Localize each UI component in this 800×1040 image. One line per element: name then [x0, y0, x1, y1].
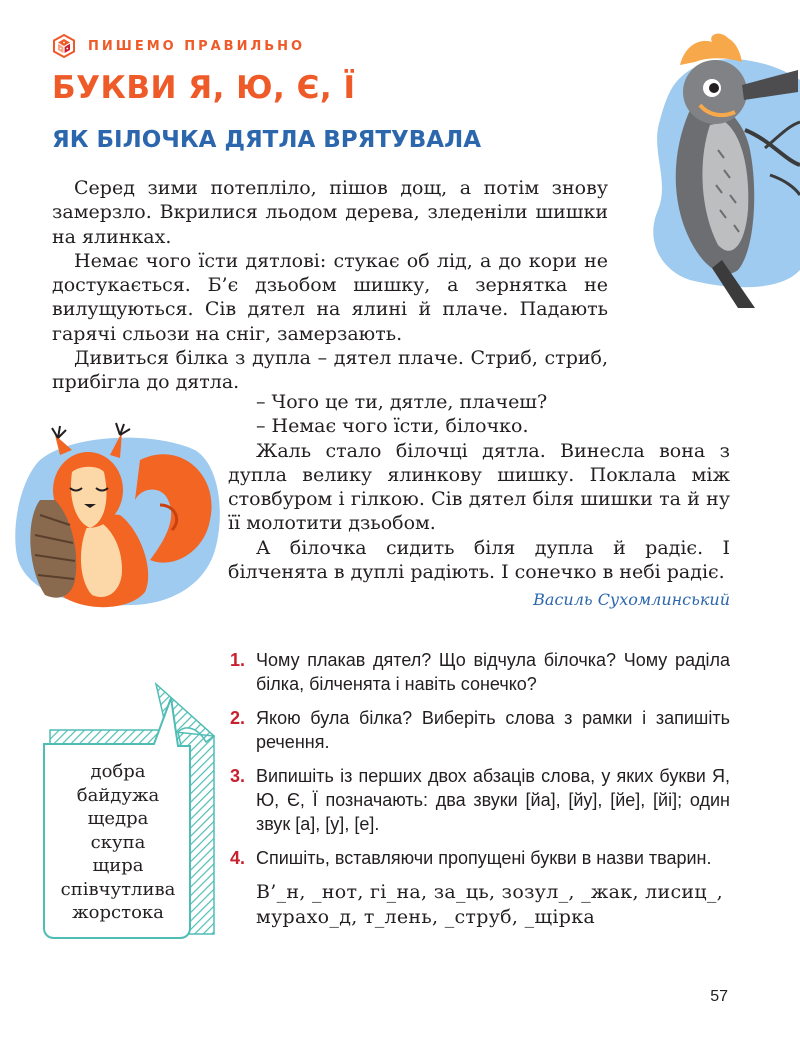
- word-item: байдужа: [76, 784, 160, 806]
- dice-icon: [52, 34, 76, 58]
- word-item: співчутлива: [60, 878, 176, 900]
- word-item: жорстока: [72, 902, 164, 923]
- story-author: Василь Сухомлинський: [533, 590, 730, 610]
- story-paragraph: А білочка сидить біля дупла й радіє. І білченята в дуплі радіють. І сонечко в небі радіє.: [228, 536, 730, 584]
- dialogue-line: – Чого це ти, дятле, плачеш?: [256, 391, 548, 413]
- task-text: Спишіть, вставляючи пропущені букви в назви тварин.: [256, 848, 712, 868]
- woodpecker-illustration: [650, 30, 800, 310]
- task-number: 2.: [230, 708, 246, 728]
- story-title: ЯК БІЛОЧКА ДЯТЛА ВРЯТУВАЛА: [52, 127, 482, 153]
- story-paragraph: Серед зими потепліло, пішов дощ, а потім знову замерзло. Вкрилися льодом дерева, зледеніли шишки на ялинках.: [52, 177, 608, 248]
- story-paragraph: Немає чого їсти дятлові: стукає об лід, а до кори не достукається. Б’є дзьобом шишку, а зернятка не вилущуються. Сів дятел на ялині й плаче. Падають гарячі сльози на сніг, замерзають.: [52, 249, 608, 345]
- story-paragraph: Жаль стало білочці дятла. Винесла вона з дупла велику ялинкову шишку. Поклала між стовбуром і гілкою. Сів дятел біля шишки та й ну її молотити дзьобом.: [228, 439, 730, 535]
- task-number: 1.: [230, 650, 246, 670]
- task-list: [230, 648, 730, 929]
- task-number: 4.: [230, 848, 246, 868]
- task-number: 3.: [230, 766, 246, 786]
- word-item: скупа: [90, 831, 146, 853]
- task-item: [230, 648, 730, 696]
- dialogue-line: – Немає чого їсти, білочко.: [256, 415, 529, 438]
- task-text: Якою була білка? Виберіть слова з рамки і запишіть речення.: [256, 708, 730, 752]
- page-number: 57: [710, 988, 728, 1005]
- task-text: Випишіть із перших двох абзаців слова, у яких букви Я, Ю, Є, Ї позначають: два звуки [йа], [йу], [йе], [йі]; один звук [а], [у], [е].: [256, 766, 730, 834]
- page-title: БУКВИ Я, Ю, Є, Ї: [52, 70, 356, 106]
- section-label: [52, 34, 305, 58]
- story-upper: [52, 176, 608, 395]
- word-item: добра: [90, 761, 146, 782]
- story-paragraph: Дивиться білка з дупла – дятел плаче. Стриб, стриб, прибігла до дятла.: [52, 347, 608, 394]
- word-box-list: [44, 760, 192, 925]
- task-item: [230, 764, 730, 836]
- squirrel-illustration: [10, 420, 225, 610]
- task-item: [230, 706, 730, 754]
- section-label-text: ПИШЕМО ПРАВИЛЬНО: [88, 38, 306, 54]
- word-item: щира: [92, 855, 144, 876]
- fill-in-words: В’_н, _нот, гі_на, за_ць, зозул_, _жак, лисиц_, мурахо_д, т_лень, _струб, _щірка: [256, 881, 724, 928]
- word-item: щедра: [87, 808, 149, 829]
- story-lower: [228, 390, 730, 613]
- task-item: [230, 846, 730, 870]
- task-text: Чому плакав дятел? Що відчула білочка? Чому раділа білка, білченята і навіть сонечко?: [256, 650, 730, 694]
